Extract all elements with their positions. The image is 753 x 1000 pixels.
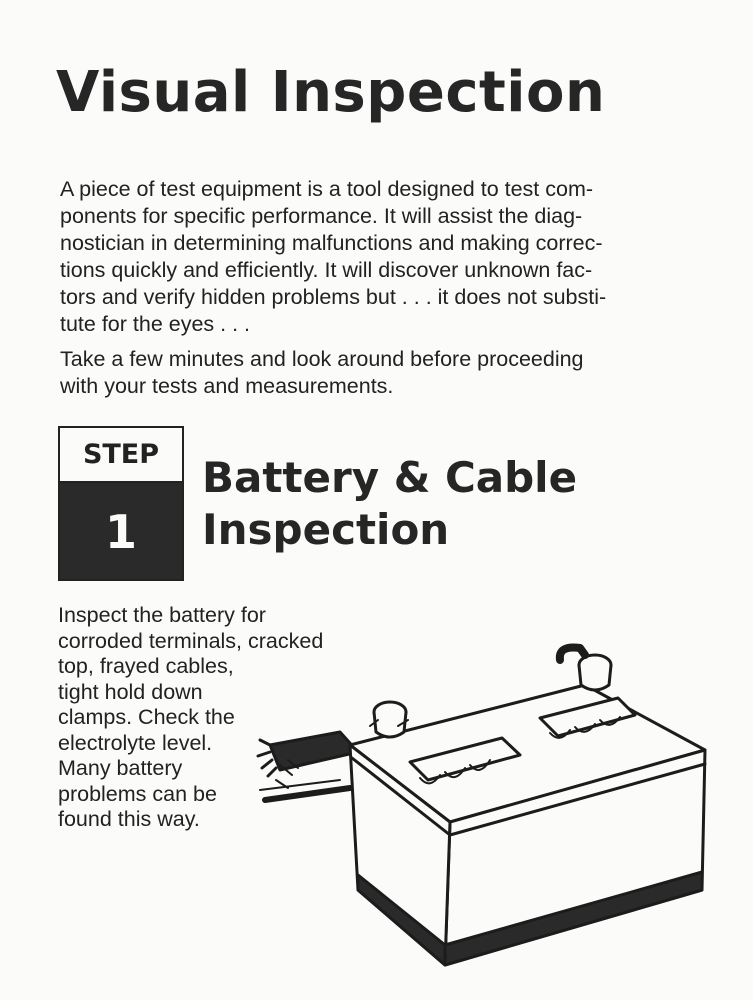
intro-line: A piece of test equipment is a tool designed to test com- bbox=[60, 177, 594, 201]
intro-line: tors and verify hidden problems but . . . it does not substi- bbox=[60, 285, 607, 309]
step-label: STEP bbox=[60, 428, 182, 483]
followup-line: with your tests and measurements. bbox=[60, 374, 394, 398]
step-title bbox=[202, 452, 577, 556]
terminal-post bbox=[579, 665, 611, 690]
instruction-line: tight hold down bbox=[58, 679, 203, 704]
followup-paragraph bbox=[60, 346, 710, 400]
instruction-line: Many battery bbox=[58, 756, 183, 780]
followup-line: Take a few minutes and look around before proceeding bbox=[60, 347, 584, 371]
intro-line: ponents for specific performance. It will assist the diag- bbox=[60, 204, 583, 228]
lower-cable bbox=[265, 788, 350, 800]
page-title: Visual Inspection bbox=[56, 60, 606, 125]
step-badge bbox=[58, 426, 184, 581]
intro-paragraph bbox=[60, 176, 710, 338]
instruction-line: electrolyte level. bbox=[58, 730, 213, 755]
battery-illustration bbox=[240, 640, 720, 990]
step-title-line: Battery & Cable bbox=[202, 453, 578, 502]
instruction-line: corroded terminals, cracked bbox=[58, 628, 324, 653]
intro-line: tute for the eyes . . . bbox=[60, 312, 251, 336]
instruction-line: problems can be bbox=[58, 781, 217, 806]
step-title-line: Inspection bbox=[202, 505, 450, 554]
instruction-line: Inspect the battery for bbox=[58, 603, 266, 627]
intro-line: nostician in determining malfunctions and making correc- bbox=[60, 231, 603, 255]
instruction-line: top, frayed cables, bbox=[58, 654, 234, 678]
instruction-line: found this way. bbox=[58, 807, 200, 831]
battery-cable bbox=[270, 732, 358, 770]
instruction-line: clamps. Check the bbox=[58, 705, 235, 729]
step-number: 1 bbox=[104, 505, 137, 559]
intro-line: tions quickly and efficiently. It will discover unknown fac- bbox=[60, 258, 593, 282]
